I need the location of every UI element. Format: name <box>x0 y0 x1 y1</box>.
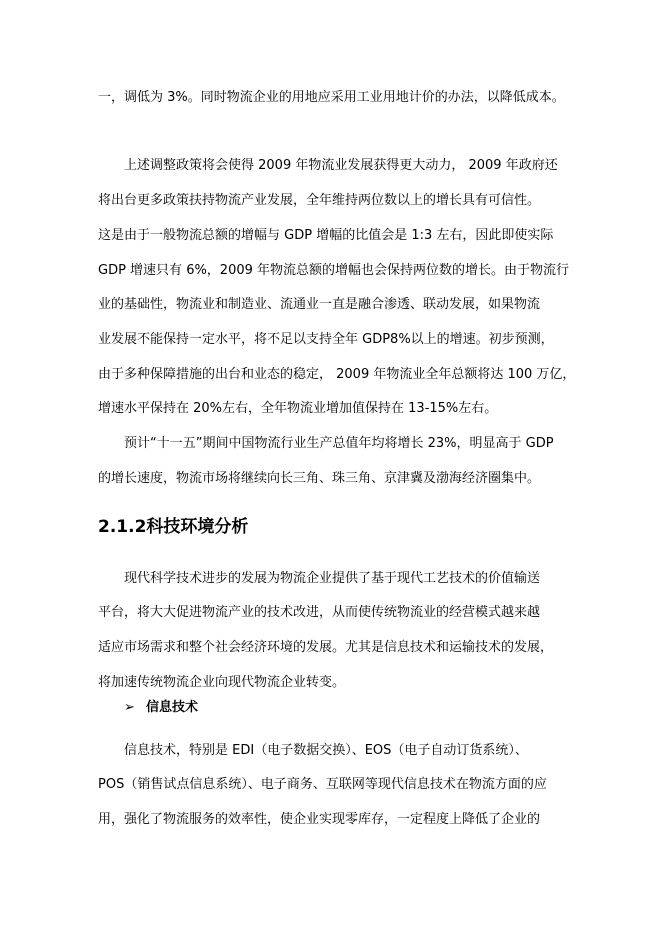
bullet-item <box>124 700 198 716</box>
text-line: 平台，将大大促进物流产业的技术改进，从而使传统物流业的经营模式越来越 <box>98 605 541 620</box>
text-line: 信息技术，特别是 EDI（电子数据交换）、EOS（电子自动订货系统）、 <box>124 743 528 758</box>
arrow-bullet-icon: ➢ <box>124 700 135 715</box>
section-heading: 2.1.2科技环境分析 <box>98 517 249 537</box>
text-line: 业的基础性，物流业和制造业、流通业一直是融合渗透、联动发展，如果物流 <box>98 297 541 312</box>
text-line: 增速水平保持在 20%左右，全年物流业增加值保持在 13-15%左右。 <box>98 401 498 416</box>
text-line: 将加速传统物流企业向现代物流企业转变。 <box>98 675 346 690</box>
text-line: 的增长速度，物流市场将继续向长三角、珠三角、京津冀及渤海经济圈集中。 <box>98 471 541 486</box>
text-line: GDP 增速只有 6%，2009 年物流总额的增幅也会保持两位数的增长。由于物流行 <box>98 263 570 278</box>
text-line: 一，调低为 3%。同时物流企业的用地应采用工业用地计价的办法，以降低成本。 <box>98 90 565 105</box>
bullet-label: 信息技术 <box>146 700 199 715</box>
text-line: 现代科学技术进步的发展为物流企业提供了基于现代工艺技术的价值输送 <box>124 571 541 586</box>
text-line: 预计“十一五”期间中国物流行业生产总值年均将增长 23%，明显高于 GDP <box>124 436 554 451</box>
text-line: 适应市场需求和整个社会经济环境的发展。尤其是信息技术和运输技术的发展， <box>98 640 554 655</box>
text-line: 将出台更多政策扶持物流产业发展，全年维持两位数以上的增长具有可信性。 <box>98 193 541 208</box>
text-line: 用，强化了物流服务的效率性，使企业实现零库存，一定程度上降低了企业的 <box>98 812 541 827</box>
text-line: 上述调整政策将会使得 2009 年物流业发展获得更大动力， 2009 年政府还 <box>124 158 558 173</box>
text-line: 由于多种保障措施的出台和业态的稳定， 2009 年物流业全年总额将达 100 万亿， <box>98 367 576 382</box>
text-line: POS（销售试点信息系统）、电子商务、互联网等现代信息技术在物流方面的应 <box>98 777 547 792</box>
text-line: 业发展不能保持一定水平，将不足以支持全年 GDP8%以上的增速。初步预测， <box>98 332 554 347</box>
text-line: 这是由于一般物流总额的增幅与 GDP 增幅的比值会是 1:3 左右，因此即使实际 <box>98 228 554 243</box>
